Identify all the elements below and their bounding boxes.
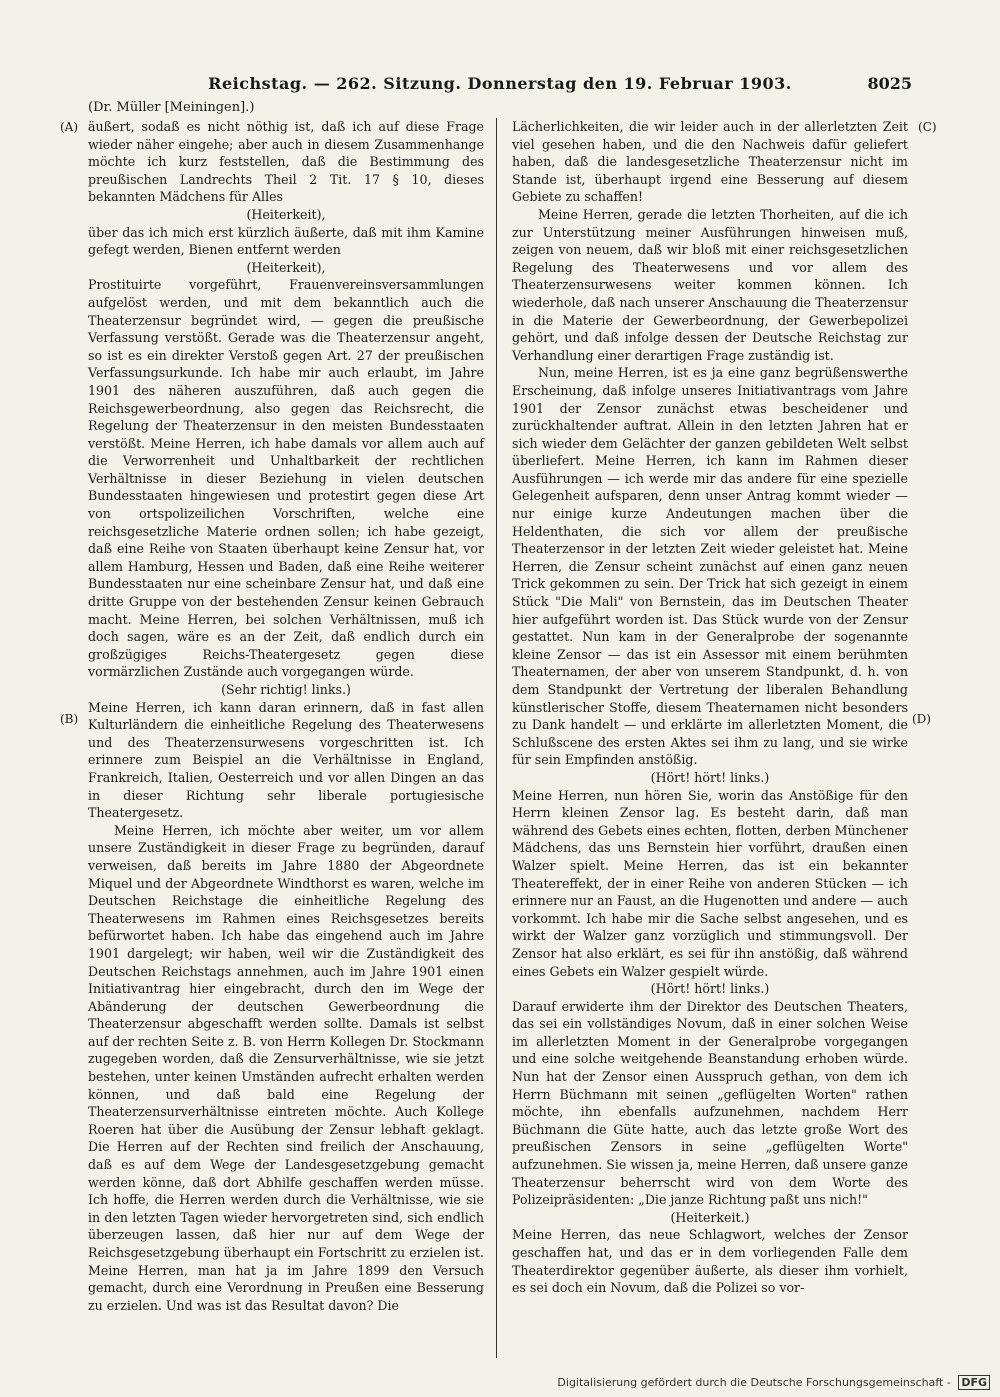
page-header — [88, 74, 912, 96]
paragraph: äußert, sodaß es nicht nöthig ist, daß ich auf diese Frage wieder näher eingehe; aber auch in diesem Zusammenhange möchte ich kurz feststellen, daß die Bestimmung des preußischen Landrechts Theil 2 Tit. 17 § 10, dieses bekannten Mädchens für Alles — [88, 119, 484, 205]
paragraph: Darauf erwiderte ihm der Direktor des Deutschen Theaters, das sei ein vollständiges Novum, daß in einer solchen Weise im allerletzten Moment in der Generalprobe vorgegangen und eine solche weitgehende Beanstandung erhoben würde. Nun hat der Zensor einen Ausspruch gethan, von dem ich Herrn Büchmann mit seinen „geflügelten Worten" rathen möchte, ihn ebenfalls aufzunehmen, nachdem Herr Büchmann die Güte hatte, auch das letzte große Wort des preußischen Zensors in seine „geflügelten Worte" aufzunehmen. Sie wissen ja, meine Herren, daß unsere ganze Theaterzensur beherrscht wird von dem Worte des Polizeipräsidenten: „Die janze Richtung paßt uns nich!" — [512, 998, 908, 1208]
margin-marker-b: (B) — [60, 712, 79, 726]
paragraph: Lächerlichkeiten, die wir leider auch in der allerletzten Zeit viel gesehen haben, und die den Nachweis dafür geliefert haben, daß die landesgesetzliche Theaterzensur nicht im Stande ist, überhaupt irgend eine Besserung auf diesem Gebiete zu schaffen! — [512, 119, 908, 205]
paragraph: Prostituirte vorgeführt, Frauenvereinsversammlungen aufgelöst werden, und mit dem bekanntlich auch die Theaterzensur begründet wird, — gegen die preußische Verfassung verstößt. Gerade was die Theaterzensur angeht, so ist es ein direkter Verstoß gegen Art. 27 der preußischen Verfassungsurkunde. Ich habe mir auch erlaubt, im Jahre 1901 des näheren auszuführen, daß auch gegen die Reichsgewerbeordnung, also gegen das Reichsrecht, die Regelung der Theaterzensur in den meisten Bundesstaaten verstößt. Meine Herren, ich habe damals vor allem auch auf die Verworrenheit und Unhaltbarkeit der rechtlichen Verhältnisse in dieser Beziehung in vielen deutschen Bundesstaaten hingewiesen und protestirt gegen diese Art von ortspolizeilichen Vorschriften, welche eine reichsgesetzliche Materie ordnen sollen; ich habe gezeigt, daß eine Reihe von Staaten überhaupt keine Zensur hat, vor allem Hamburg, Hessen und Baden, daß eine Reihe weiterer Bundesstaaten nur eine scheinbare Zensur hat, und daß eine dritte Gruppe von der bestehenden Zensur keinen Gebrauch macht. Meine Herren, bei solchen Verhältnissen, muß ich doch sagen, wäre es an der Zeit, daß endlich durch ein großzügiges Reichs-Theatergesetz gegen diese vormärzlichen Zustände auch vorgegangen würde. — [88, 277, 484, 680]
paragraph: Meine Herren, ich kann daran erinnern, daß in fast allen Kulturländern die einheitliche Regelung des Theaterwesens und des Theaterzensurwesens vorgeschritten ist. Ich erinnere zum Beispiel an die Verhältnisse in England, Frankreich, Italien, Oesterreich und vor allen Dingen an das in dieser Richtung sehr liberale portugiesische Theatergesetz. — [88, 699, 484, 821]
margin-marker-a: (A) — [60, 120, 79, 134]
page-footer — [557, 1376, 990, 1389]
speaker-label: (Dr. Müller [Meiningen].) — [88, 100, 255, 115]
dfg-logo: DFG — [958, 1375, 990, 1390]
interjection: (Heiterkeit.) — [670, 1209, 750, 1225]
margin-marker-d: (D) — [912, 712, 931, 726]
interjection: (Heiterkeit), — [246, 259, 326, 275]
left-column — [88, 118, 484, 1314]
interjection: (Sehr richtig! links.) — [221, 682, 351, 697]
interjection: (Hört! hört! links.) — [650, 769, 770, 785]
running-title: Reichstag. — 262. Sitzung. Donnerstag den 19. Februar 1903. — [208, 74, 792, 93]
page-number: 8025 — [867, 74, 912, 93]
right-column — [512, 118, 908, 1297]
paragraph: über das ich mich erst kürzlich äußerte, daß mit ihm Kamine gefegt werden, Bienen entfernt werden — [88, 224, 484, 258]
paragraph: Meine Herren, das neue Schlagwort, welches der Zensor geschaffen hat, und das er in dem vorliegenden Falle dem Theaterdirektor gegenüber äußerte, als dieser ihm vorhielt, es sei doch ein Novum, daß die Polizei so vor- — [512, 1227, 908, 1296]
interjection: (Hört! hört! links.) — [650, 981, 770, 997]
interjection: (Heiterkeit), — [246, 206, 326, 222]
margin-marker-c: (C) — [918, 120, 937, 134]
paragraph: Meine Herren, gerade die letzten Thorheiten, auf die ich zur Unterstützung meiner Ausführungen hinweisen muß, zeigen von neuem, daß wir bloß mit einer reichsgesetzlichen Regelung des Theaterwesens und vor allem des Theaterzensurwesens weiter kommen können. Ich wiederhole, daß nach unserer Anschauung die Theaterzensur in die Materie der Gewerbeordnung, der Gewerbepolizei gehört, und daß infolge dessen der Deutsche Reichstag zur Verhandlung einer derartigen Frage zuständig ist. — [512, 206, 908, 363]
paragraph: Meine Herren, ich möchte aber weiter, um vor allem unsere Zuständigkeit in dieser Frage zu begründen, darauf verweisen, daß bereits im Jahre 1880 der Abgeordnete Miquel und der Abgeordnete Windthorst es waren, welche im Deutschen Reichstage die einheitliche Regelung des Theaterwesens im Rahmen eines Reichsgesetzes bereits befürwortet haben. Ich habe das eingehend auch im Jahre 1901 dargelegt; wir haben, weil wir die Zuständigkeit des Deutschen Reichstags annehmen, auch im Jahre 1901 einen Initiativantrag hier eingebracht, durch den im Wege der Abänderung der deutschen Gewerbeordnung die Theaterzensur abgeschafft werden sollte. Damals ist selbst auf der rechten Seite z. B. von Herrn Kollegen Dr. Stockmann zugegeben worden, daß die Zensurverhältnisse, wie sie jetzt bestehen, unter keinen Umständen aufrecht erhalten werden können, und daß bald eine Regelung der Theaterzensurverhältnisse eintreten möchte. Auch Kollege Roeren hat über die Ausübung der Zensur lebhaft geklagt. Die Herren auf der Rechten sind freilich der Anschauung, daß es auf dem Wege der Landesgesetzgebung gemacht werden könne, daß dort Abhilfe geschaffen werden müsse. Ich hoffe, die Herren werden durch die Verhältnisse, wie sie in den letzten Tagen wieder hervorgetreten sind, sich endlich überzeugen lassen, daß hier nur auf dem Wege der Reichsgesetzgebung überhaupt ein Fortschritt zu erzielen ist. Meine Herren, man hat ja im Jahre 1899 den Versuch gemacht, durch eine Verordnung in Preußen eine Besserung zu erzielen. Und was ist das Resultat davon? Die — [88, 822, 484, 1313]
paragraph: Meine Herren, nun hören Sie, worin das Anstößige für den Herrn kleinen Zensor lag. Es besteht darin, daß man während des Gebets eines echten, flotten, derben Münchener Mädchens, das uns Bernstein hier vorführt, draußen einen Walzer spielt. Meine Herren, das ist ein bekannter Theatereffekt, der in einer Reihe von anderen Stücken — ich erinnere nur an Faust, an die Hugenotten und andere — auch vorkommt. Ich habe mir die Sache selbst angesehen, und es wirkt der Walzer ganz vorzüglich und stimmungsvoll. Der Zensor hat also erklärt, es sei für ihn anstößig, daß während eines Gebets ein Walzer gespielt würde. — [512, 787, 908, 979]
paragraph: Nun, meine Herren, ist es ja eine ganz begrüßenswerthe Erscheinung, daß infolge unseres Initiativantrags vom Jahre 1901 der Zensor zunächst etwas bescheidener und zurückhaltender auftrat. Allein in den letzten Jahren hat er sich wieder dem Gelächter der ganzen gebildeten Welt selbst überliefert. Meine Herren, ich kann im Rahmen dieser Ausführungen — ich werde mir das andere für eine spezielle Gelegenheit aufsparen, denn unser Antrag kommt wieder — nur einige kurze Andeutungen machen über die Heldenthaten, die sich vor allem der preußische Theaterzensor in der letzten Zeit wieder geleistet hat. Meine Herren, die Zensur scheint zunächst auf einen ganz neuen Trick gekommen zu sein. Der Trick hat sich gezeigt in einem Stück "Die Mali" von Bernstein, das im Deutschen Theater hier aufgeführt worden ist. Das Stück wurde von der Zensur gestattet. Nun kam in der Generalprobe der sogenannte kleine Zensor — das ist ein Assessor mit einem berühmten Theaternamen, der aber von unserem Standpunkt, d. h. von dem Standpunkt der Vertretung der liberalen Behandlung künstlerischer Stoffe, diesem Theaternamen nicht besonders zu Dank handelt — und erklärte im allerletzten Moment, die Schlußscene des ersten Aktes sei ihm zu lang, und sie wirke für sein Empfinden anstößig. — [512, 365, 908, 768]
footer-text: Digitalisierung gefördert durch die Deutsche Forschungsgemeinschaft - — [557, 1376, 951, 1389]
column-divider — [496, 118, 497, 1358]
